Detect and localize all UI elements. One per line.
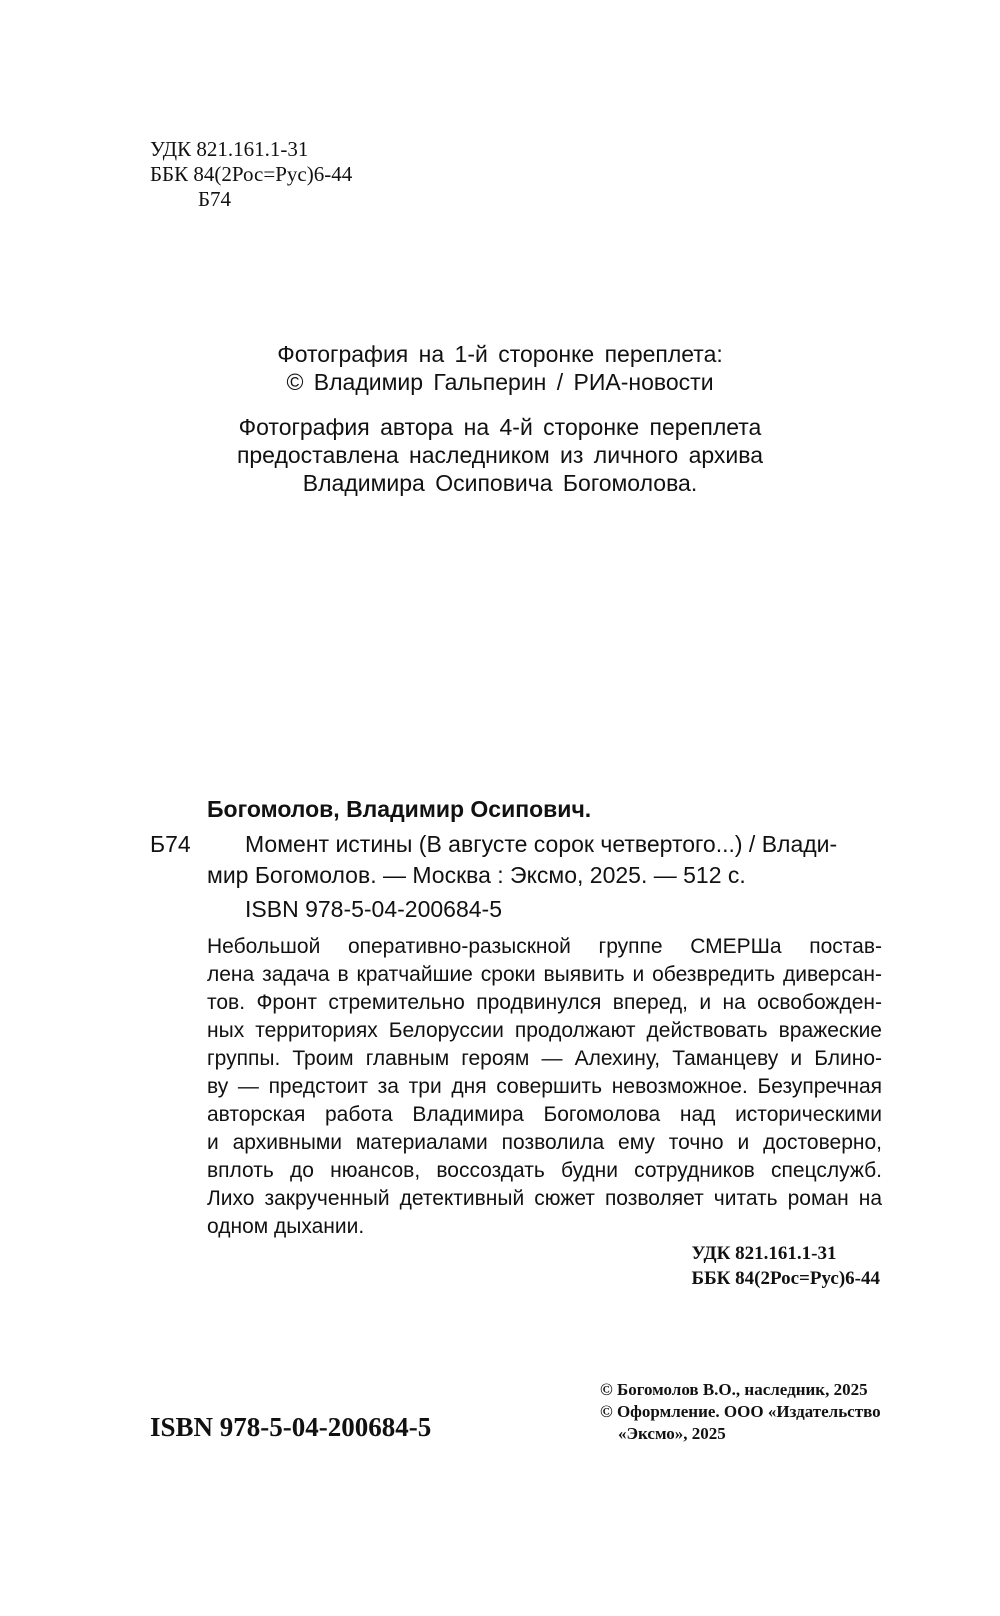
annotation-line: тов. Фронт стремительно продвинулся вперед, и на освобожден- <box>207 991 882 1014</box>
annotation-line: и архивными материалами позволила ему точно и достоверно, <box>207 1131 882 1154</box>
author-photo-credit <box>0 413 1000 497</box>
credit-line: Фотография автора на 4-й сторонке переплета <box>238 414 762 440</box>
annotation-line: ву — предстоит за три дня совершить невозможное. Безупречная <box>207 1075 882 1098</box>
copyright-block <box>600 1379 881 1445</box>
bottom-classification-codes <box>692 1241 880 1291</box>
annotation-line: вплоть до нюансов, воссоздать будни сотрудников спецслужб. <box>207 1159 882 1182</box>
annotation-line: авторская работа Владимира Богомолова над историческими <box>207 1103 882 1126</box>
author-mark: Б74 <box>198 187 232 211</box>
copyright-line: «Эксмо», 2025 <box>618 1424 726 1443</box>
entry-title-line2: мир Богомолов. — Москва : Эксмо, 2025. — 512 с. <box>207 862 746 888</box>
annotation-line: лена задача в кратчайшие сроки выявить и обезвредить диверсан- <box>207 963 882 986</box>
entry-title-line1: Момент истины (В августе сорок четвертого...) / Влади- <box>245 831 838 857</box>
entry-author: Богомолов, Владимир Осипович. <box>207 796 592 822</box>
entry-code: Б74 <box>150 831 191 857</box>
isbn-large: ISBN 978-5-04-200684-5 <box>150 1412 432 1442</box>
entry-isbn: ISBN 978-5-04-200684-5 <box>245 896 502 922</box>
annotation-line: Лихо закрученный детективный сюжет позволяет читать роман на <box>207 1187 882 1210</box>
credit-line: Владимира Осиповича Богомолова. <box>302 470 698 496</box>
annotation-line: Небольшой оперативно-разыскной группе СМЕРШа постав- <box>207 935 882 958</box>
udk-code: УДК 821.161.1-31 <box>691 1243 837 1264</box>
top-classification-codes <box>150 137 352 212</box>
credit-line: Фотография на 1-й сторонке переплета: <box>277 341 723 367</box>
annotation-line: группы. Троим главным героям — Алехину, Таманцеву и Блино- <box>207 1047 882 1070</box>
copyright-line: © Богомолов В.О., наследник, 2025 <box>600 1380 868 1399</box>
annotation <box>207 933 882 1241</box>
annotation-line: ных территориях Белоруссии продолжают действовать вражеские <box>207 1019 882 1042</box>
annotation-line: одном дыхании. <box>207 1215 365 1238</box>
credit-line: © Владимир Гальперин / РИА-новости <box>286 369 714 395</box>
credit-line: предоставлена наследником из личного архива <box>236 442 764 468</box>
udk-code: УДК 821.161.1-31 <box>150 137 309 161</box>
bbk-code: ББК 84(2Рос=Рус)6-44 <box>691 1268 880 1289</box>
bbk-code: ББК 84(2Рос=Рус)6-44 <box>150 162 353 186</box>
copyright-line: © Оформление. ООО «Издательство <box>600 1402 881 1421</box>
cover-photo-credit <box>0 340 1000 396</box>
